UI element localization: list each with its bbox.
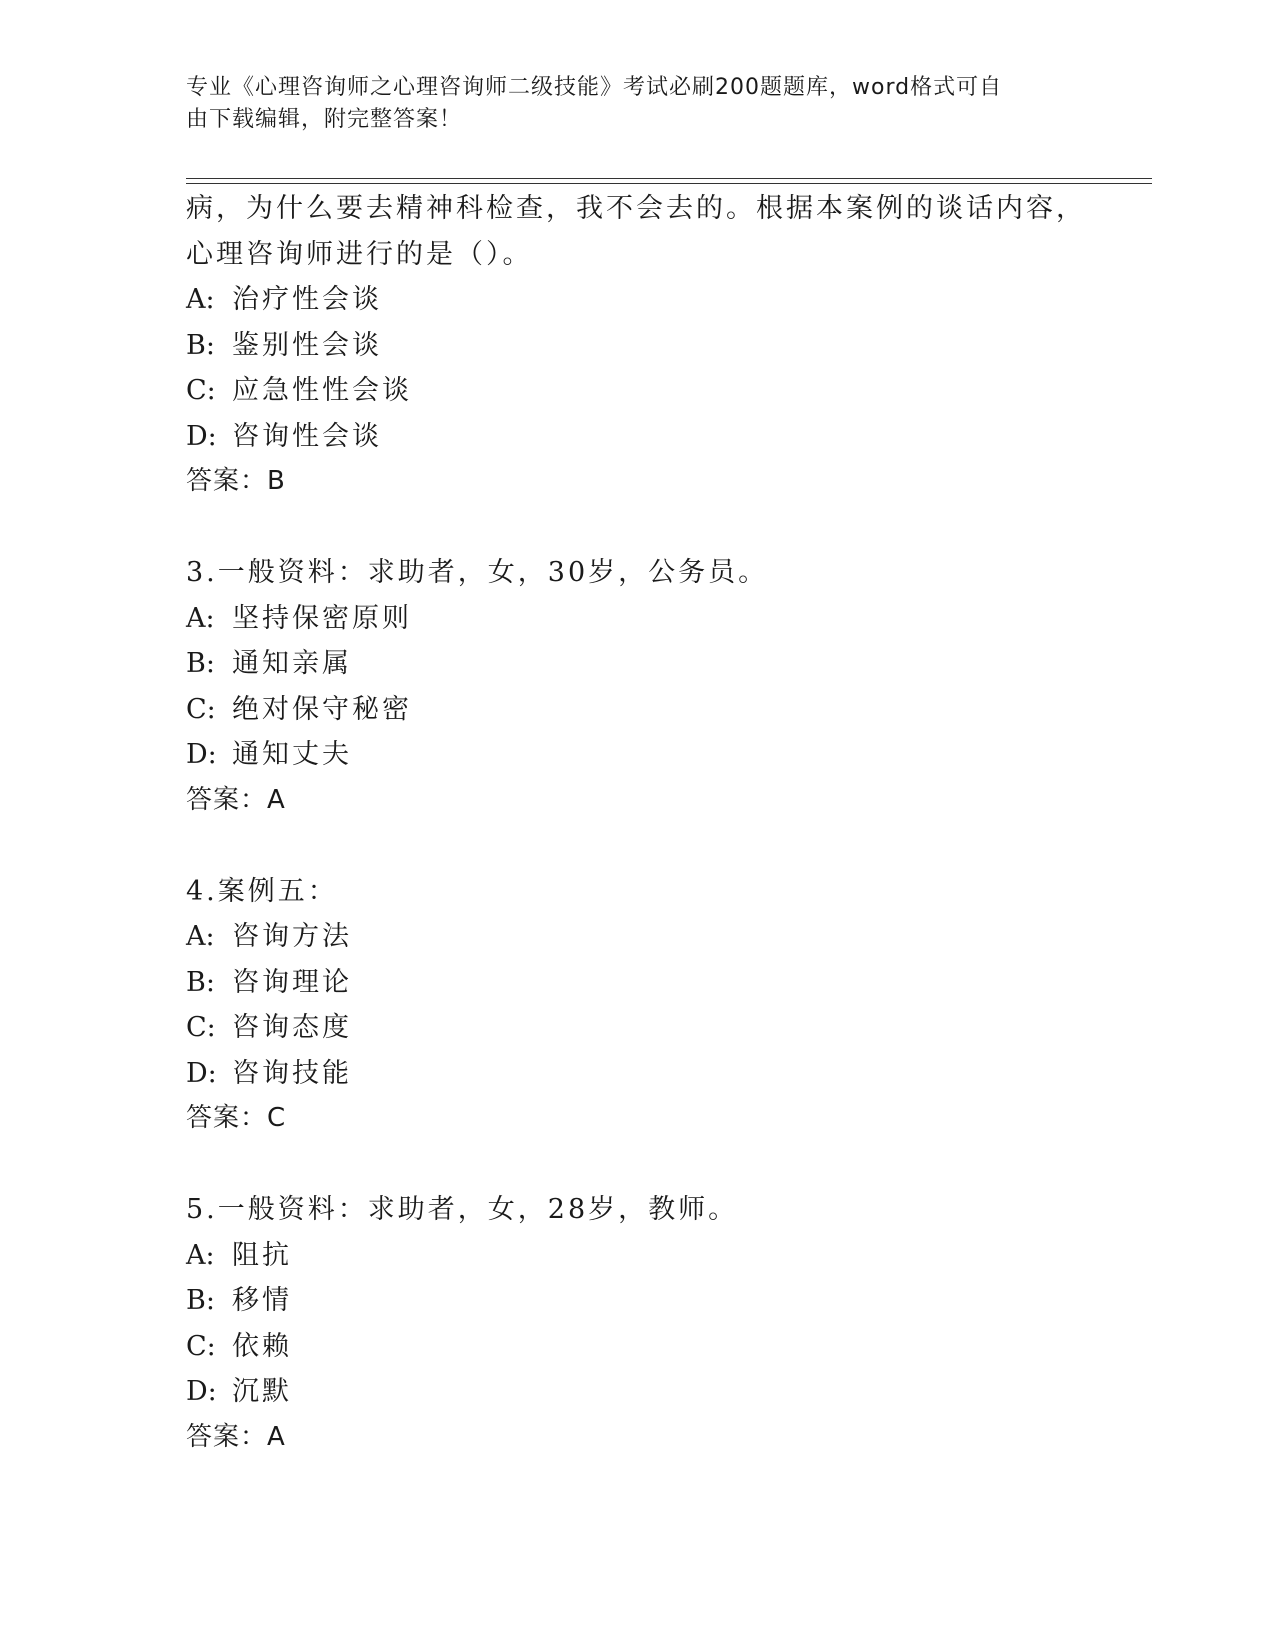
- option-b: [186, 323, 1086, 369]
- question-continuation-line-1: 病，为什么要去精神科检查，我不会去的。根据本案例的谈话内容，: [186, 193, 1086, 224]
- option-text: 治疗性会谈: [232, 284, 382, 315]
- option-text: 沉默: [232, 1376, 292, 1407]
- option-b: [186, 641, 1086, 687]
- header-divider-bottom: [186, 183, 1152, 184]
- option-text: 通知亲属: [232, 648, 352, 679]
- option-letter: C:: [186, 375, 216, 406]
- option-letter: D:: [186, 739, 217, 770]
- option-c: [186, 1005, 1086, 1051]
- option-text: 咨询态度: [232, 1012, 352, 1043]
- option-c: [186, 1324, 1086, 1370]
- option-text: 移情: [232, 1285, 292, 1316]
- option-letter: A:: [186, 1239, 215, 1271]
- option-text: 通知丈夫: [232, 739, 352, 770]
- question-continuation-line-2: 心理咨询师进行的是（）。: [186, 238, 533, 270]
- option-a: [186, 596, 1086, 642]
- option-letter: B:: [186, 966, 215, 998]
- option-text: 坚持保密原则: [232, 602, 412, 634]
- option-letter: C:: [186, 1330, 216, 1362]
- option-letter: A:: [186, 602, 215, 634]
- option-c: [186, 687, 1086, 733]
- header-divider-top: [186, 178, 1152, 179]
- answer-line: 答案：A: [186, 784, 286, 815]
- option-b: [186, 1278, 1086, 1324]
- option-a: [186, 914, 1086, 960]
- option-d: [186, 732, 1086, 778]
- option-letter: D:: [186, 1376, 217, 1407]
- option-text: 阻抗: [232, 1239, 292, 1271]
- option-letter: C:: [186, 1012, 216, 1043]
- question-spacer: [186, 505, 1086, 551]
- option-letter: A:: [186, 921, 215, 952]
- answer-line: 答案：C: [186, 1103, 287, 1133]
- question-stem: 4.案例五：: [186, 875, 338, 907]
- option-a: [186, 1233, 1086, 1279]
- option-text: 依赖: [232, 1330, 292, 1362]
- question-spacer: [186, 823, 1086, 869]
- option-b: [186, 960, 1086, 1006]
- option-letter: A:: [186, 284, 215, 315]
- question-stem: 5.一般资料：求助者，女，28岁，教师。: [186, 1194, 739, 1225]
- option-text: 鉴别性会谈: [232, 329, 382, 361]
- option-letter: B:: [186, 329, 215, 361]
- option-letter: B:: [186, 648, 215, 679]
- option-text: 绝对保守秘密: [232, 693, 412, 725]
- header-line-2: 由下载编辑，附完整答案！: [186, 107, 463, 132]
- option-letter: B:: [186, 1285, 215, 1316]
- option-text: 咨询理论: [232, 966, 352, 998]
- option-text: 咨询性会谈: [232, 420, 382, 452]
- option-d: [186, 1369, 1086, 1415]
- question-list: [186, 186, 1086, 1460]
- option-letter: D:: [186, 1057, 217, 1089]
- option-text: 应急性性会谈: [232, 375, 412, 406]
- question-stem: 3.一般资料：求助者，女，30岁，公务员。: [186, 557, 769, 588]
- option-d: [186, 414, 1086, 460]
- option-text: 咨询方法: [232, 921, 352, 952]
- document-header: [186, 72, 1066, 136]
- option-c: [186, 368, 1086, 414]
- option-text: 咨询技能: [232, 1057, 352, 1089]
- option-a: [186, 277, 1086, 323]
- answer-line: 答案：A: [186, 1421, 286, 1452]
- option-d: [186, 1051, 1086, 1097]
- answer-line: 答案：B: [186, 466, 286, 496]
- question-spacer: [186, 1142, 1086, 1188]
- header-line-1: 专业《心理咨询师之心理咨询师二级技能》考试必刷200题题库，word格式可自: [186, 75, 1003, 100]
- option-letter: D:: [186, 420, 217, 452]
- option-letter: C:: [186, 693, 216, 725]
